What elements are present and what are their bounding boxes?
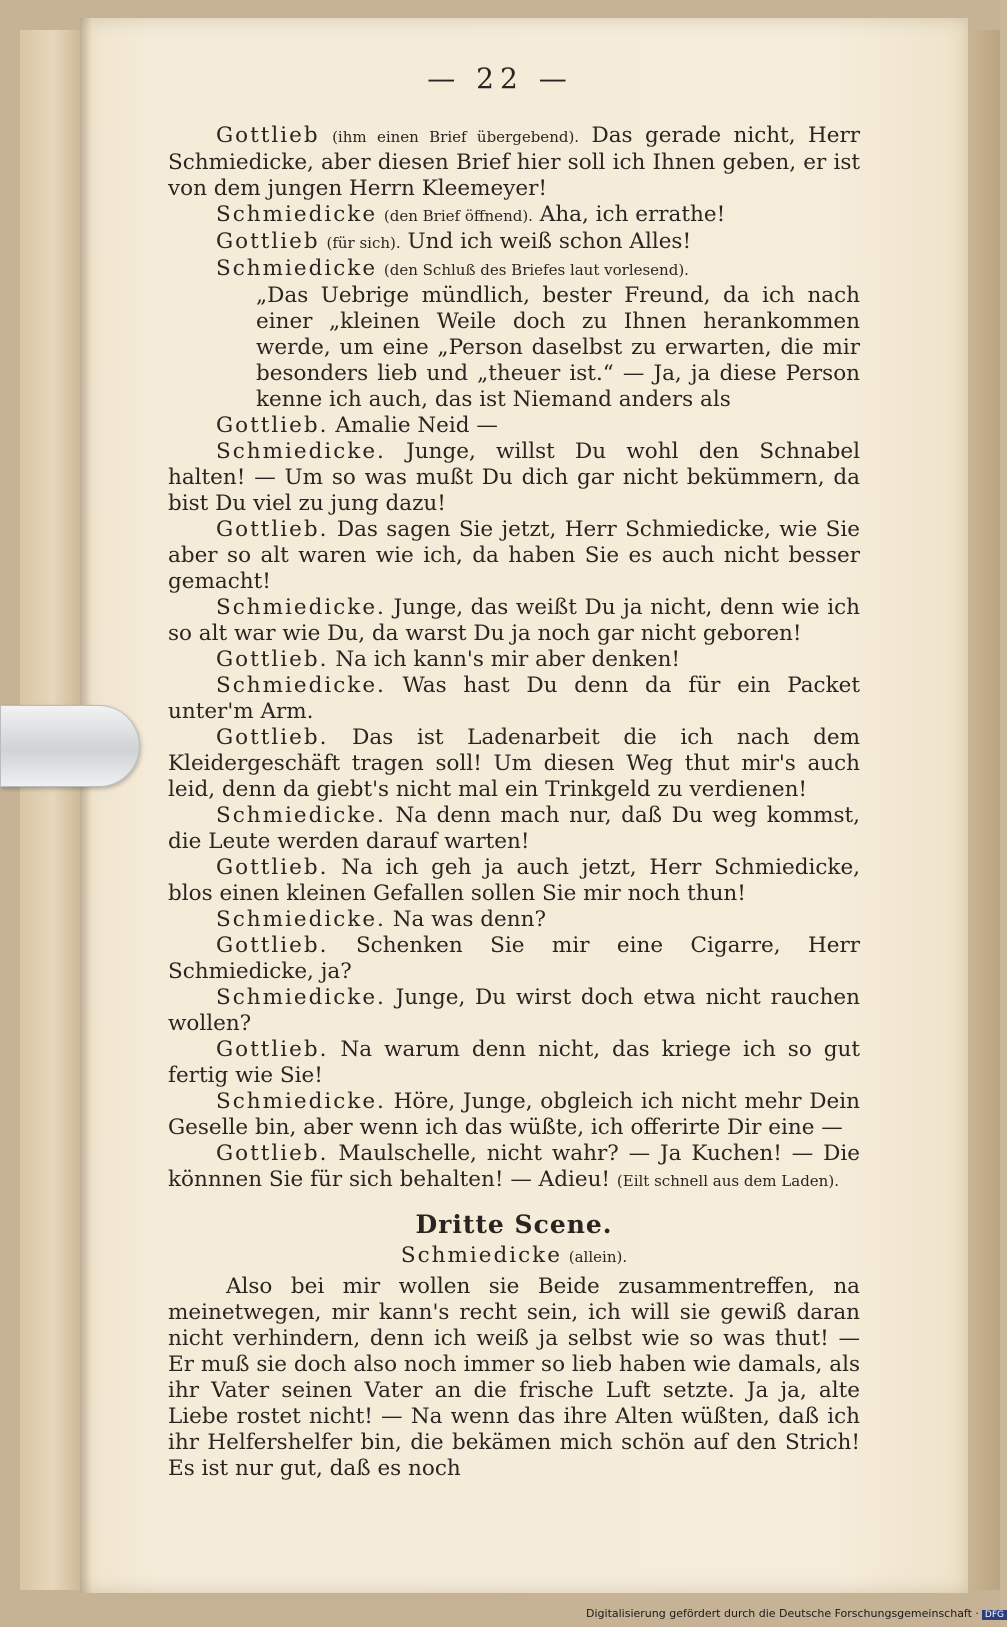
- speech-text: Na warum denn nicht, das kriege ich so gut fertig wie Sie!: [168, 1037, 860, 1088]
- digitization-footer: [586, 1607, 1007, 1620]
- page-number: — 22 —: [427, 62, 573, 95]
- speaker-name: Gottlieb.: [216, 933, 329, 958]
- dialogue-line: [168, 1141, 860, 1194]
- dialogue-line: [168, 855, 860, 907]
- dialogue-line: [168, 202, 860, 229]
- quote-continuation: — Ja, ja diese Person kenne ich auch, das ist Niemand anders als: [256, 361, 860, 412]
- quote-text: „Das Uebrige mündlich, bester Freund, da ich nach einer „kleinen Weile doch zu Ihnen herankommen werde, um eine „Person daselbst zu erwarten, die mir besonders lieb und „theuer ist.“: [256, 283, 860, 386]
- speech-text: Junge, Du wirst doch etwa nicht rauchen wollen?: [168, 985, 860, 1036]
- speech-text: Schenken Sie mir eine Cigarre, Herr Schmiedicke, ja?: [168, 933, 861, 984]
- dialogue-line: [168, 1037, 860, 1089]
- speech-text: Was hast Du denn da für ein Packet unter'm Arm.: [168, 673, 860, 724]
- dialogue-line: [168, 907, 860, 933]
- dialogue-line: [168, 229, 860, 256]
- speech-text: Na was denn?: [392, 907, 546, 932]
- speaker-name: Gottlieb.: [216, 725, 329, 750]
- dialogue-line: [168, 803, 860, 855]
- stage-direction: (Eilt schnell aus dem Laden).: [616, 1172, 839, 1190]
- speech-text: Amalie Neid —: [335, 413, 498, 438]
- speaker-name: Gottlieb.: [216, 1141, 329, 1166]
- scene-heading: Dritte Scene.: [415, 1210, 613, 1239]
- speaker-name: Gottlieb: [216, 123, 320, 148]
- letter-quote: [168, 283, 860, 413]
- speech-text: Na denn mach nur, daß Du weg kommst, die Leute werden darauf warten!: [168, 803, 860, 854]
- page-stack-right-edge: [965, 30, 1000, 1590]
- speaker-name: Schmiedicke.: [216, 595, 386, 620]
- speaker-name: Schmiedicke.: [216, 907, 386, 932]
- speaker-name: Schmiedicke.: [216, 803, 386, 828]
- dialogue-line: [168, 673, 860, 725]
- speaker-name: Schmiedicke: [400, 1243, 562, 1268]
- dialogue-line: [168, 933, 860, 985]
- footer-text: Digitalisierung gefördert durch die Deutsche Forschungsgemeinschaft ·: [586, 1607, 979, 1620]
- speech-text: Das sagen Sie jetzt, Herr Schmiedicke, wie Sie aber so alt waren wie ich, da haben Sie es auch nicht besser gemacht!: [168, 517, 860, 594]
- speaker-name: Schmiedicke: [216, 202, 378, 227]
- dialogue-line: [168, 256, 860, 283]
- speaker-name: Schmiedicke.: [216, 985, 386, 1010]
- speech-text: Höre, Junge, obgleich ich nicht mehr Dein Geselle bin, aber wenn ich das wüßte, ich offerirte Dir eine —: [168, 1089, 860, 1140]
- speaker-name: Gottlieb.: [216, 855, 329, 880]
- page-clip: [0, 705, 140, 787]
- speaker-name: Schmiedicke.: [216, 439, 386, 464]
- dialogue-line: [168, 517, 860, 595]
- speaker-name: Schmiedicke.: [216, 1089, 386, 1114]
- dialogue-line: [168, 1089, 860, 1141]
- speech-text: Junge, das weißt Du ja nicht, denn wie ich so alt war wie Du, da warst Du ja noch gar nicht geboren!: [168, 595, 860, 646]
- page-stack-left-edge: [20, 30, 80, 1590]
- dialogue-line: [168, 647, 860, 673]
- gutter-shadow: [80, 18, 92, 1593]
- speaker-name: Schmiedicke: [216, 256, 378, 281]
- speaker-name: Gottlieb.: [216, 1037, 329, 1062]
- monologue-paragraph: Also bei mir wollen sie Beide zusammentreffen, na meinetwegen, mir kann's recht sein, ich will sie gewiß daran nicht verhindern, denn ich weiß ja selbst wie so was thut! — Er muß sie doch also noch immer so lieb haben wie damals, als ihr Vater seinen Vater an die frische Luft setzte. Ja ja, alte Liebe rostet nicht! — Na wenn das ihre Alten wüßten, daß ich ihr Helfershelfer bin, die bekämen mich schön auf den Strich! Es ist nur gut, daß es noch: [168, 1274, 860, 1481]
- speaker-name: Schmiedicke.: [216, 673, 386, 698]
- stage-direction: (allein).: [568, 1248, 628, 1266]
- speech-text: Na ich kann's mir aber denken!: [335, 647, 681, 672]
- speech-text: Und ich weiß schon Alles!: [407, 229, 692, 254]
- speech-text: Das gerade nicht, Herr Schmiedicke, aber diesen Brief hier soll ich Ihnen geben, er ist von dem jungen Herrn Kleemeyer!: [168, 123, 861, 201]
- speech-text: Das ist Ladenarbeit die ich nach dem Kleidergeschäft tragen soll! Um diesen Weg thut mir's auch leid, denn da giebt's nicht mal ein Trinkgeld zu verdienen!: [168, 725, 860, 802]
- dialogue-line: [168, 123, 860, 202]
- speaker-name: Gottlieb.: [216, 413, 329, 438]
- speech-text: Aha, ich errathe!: [539, 202, 726, 227]
- stage-direction: (für sich).: [326, 234, 401, 252]
- speaker-name: Gottlieb: [216, 229, 320, 254]
- dialogue-line: [168, 725, 860, 803]
- stage-direction: (ihm einen Brief übergebend).: [332, 128, 580, 146]
- speech-text: Na ich geh ja auch jetzt, Herr Schmiedicke, blos einen kleinen Gefallen sollen Sie mir noch thun!: [168, 855, 860, 906]
- dialogue-line: [168, 985, 860, 1037]
- page-text: [168, 123, 860, 1482]
- dfg-logo: DFG: [982, 1610, 1007, 1620]
- speaker-name: Gottlieb.: [216, 647, 329, 672]
- scene-speaker-line: [168, 1243, 860, 1268]
- dialogue-line: [168, 595, 860, 647]
- stage-direction: (den Schluß des Briefes laut vorlesend).: [383, 261, 689, 279]
- speech-text: Maulschelle, nicht wahr? — Ja Kuchen! — Die könnnen Sie für sich behalten! — Adieu!: [168, 1141, 860, 1192]
- dialogue-line: [168, 439, 860, 517]
- speech-text: Junge, willst Du wohl den Schnabel halten! — Um so was mußt Du dich gar nicht bekümmern, da bist Du viel zu jung dazu!: [168, 439, 860, 516]
- stage-direction: (den Brief öffnend).: [383, 207, 533, 225]
- speaker-name: Gottlieb.: [216, 517, 329, 542]
- dialogue-line: [168, 413, 860, 439]
